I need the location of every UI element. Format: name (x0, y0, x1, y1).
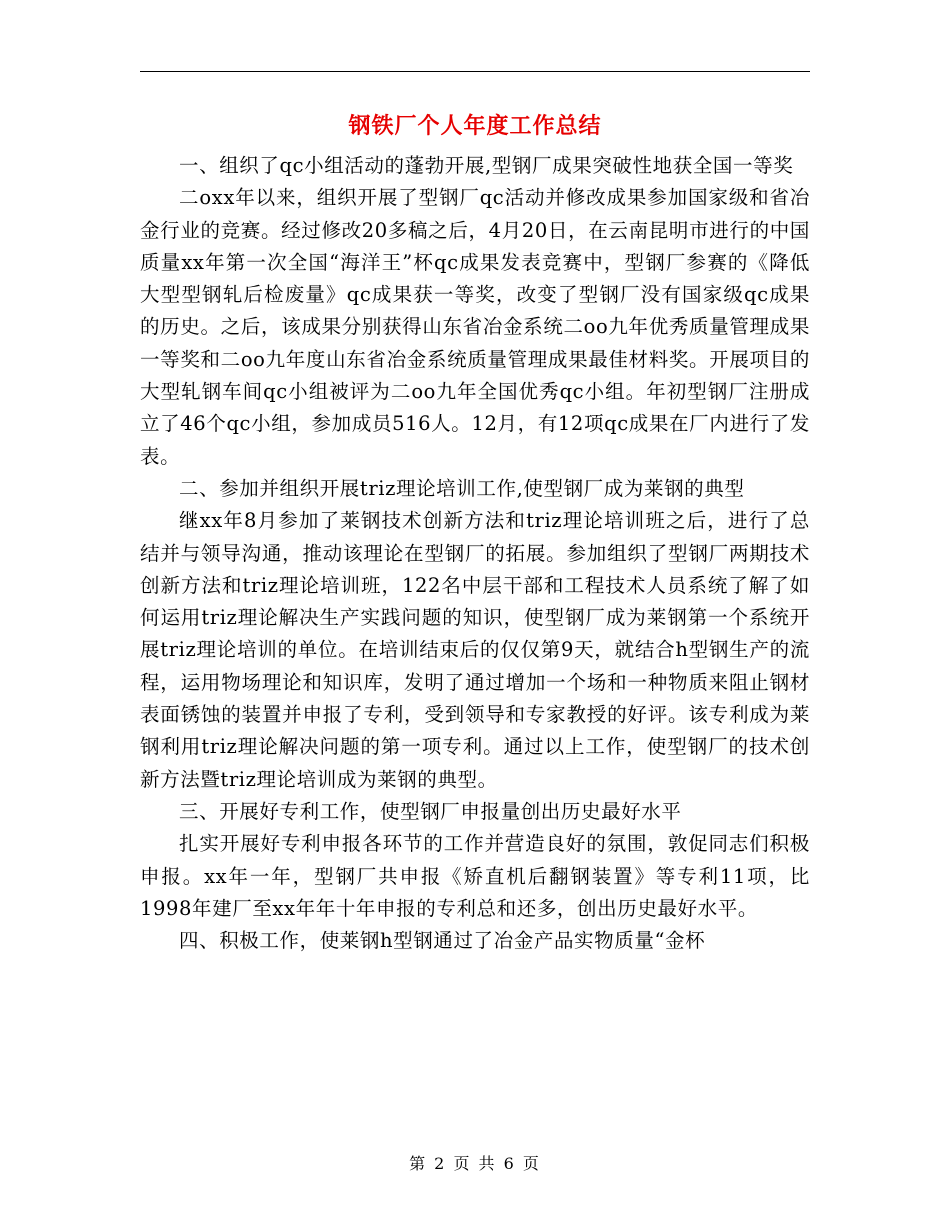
header-rule (140, 71, 810, 72)
section-heading-2: 二、参加并组织开展triz理论培训工作,使型钢厂成为莱钢的典型 (179, 476, 745, 500)
section-heading-4: 四、积极工作，使莱钢h型钢通过了冶金产品实物质量“金杯 (179, 929, 706, 953)
section-heading-1: 一、组织了qc小组活动的蓬勃开展,型钢厂成果突破性地获全国一等奖 (179, 154, 794, 177)
body-paragraph-2: 继xx年8月参加了莱钢技术创新方法和triz理论培训班之后，进行了总结并与领导沟通，推动该理论在型钢厂的拓展。参加组织了型钢厂两期技术创新方法和triz理论培训班，122名中层干部和工程技术人员系统了解了如何运用triz理论解决生产实践问题的知识，使型钢厂成为莱钢第一个系统开展triz理论培训的单位。在培训结束后的仅仅第9天，就结合h型钢生产的流程，运用物场理论和知识库，发明了通过增加一个场和一种物质来阻止钢材表面锈蚀的装置并申报了专利，受到领导和专家教授的好评。该专利成为莱钢利用triz理论解决问题的第一项专利。通过以上工作，使型钢厂的技术创新方法暨triz理论培训成为莱钢的典型。 (140, 509, 810, 791)
section-heading-3: 三、开展好专利工作，使型钢厂申报量创出历史最好水平 (179, 799, 682, 823)
body-paragraph-1: 二oxx年以来，组织开展了型钢厂qc活动并修改成果参加国家级和省冶金行业的竞赛。经过修改20多稿之后，4月20日，在云南昆明市进行的中国质量xx年第一次全国“海洋王”杯qc成果发表竞赛中，型钢厂参赛的《降低大型型钢轧后检废量》qc成果获一等奖，改变了型钢厂没有国家级qc成果的历史。之后，该成果分别获得山东省冶金系统二oo九年优秀质量管理成果一等奖和二oo九年度山东省冶金系统质量管理成果最佳材料奖。开展项目的大型轧钢车间qc小组被评为二oo九年全国优秀qc小组。年初型钢厂注册成立了46个qc小组，参加成员516人。12月，有12项qc成果在厂内进行了发表。 (140, 186, 810, 468)
body-paragraph-3: 扎实开展好专利申报各环节的工作并营造良好的氛围，敦促同志们积极申报。xx年一年，型钢厂共申报《矫直机后翻钢装置》等专利11项，比1998年建厂至xx年年十年申报的专利总和还多，创出历史最好水平。 (140, 832, 810, 920)
document-title: 钢铁厂个人年度工作总结 (348, 113, 602, 139)
document-body (140, 150, 810, 957)
page-number-footer: 第 2 页 共 6 页 (409, 1154, 541, 1173)
